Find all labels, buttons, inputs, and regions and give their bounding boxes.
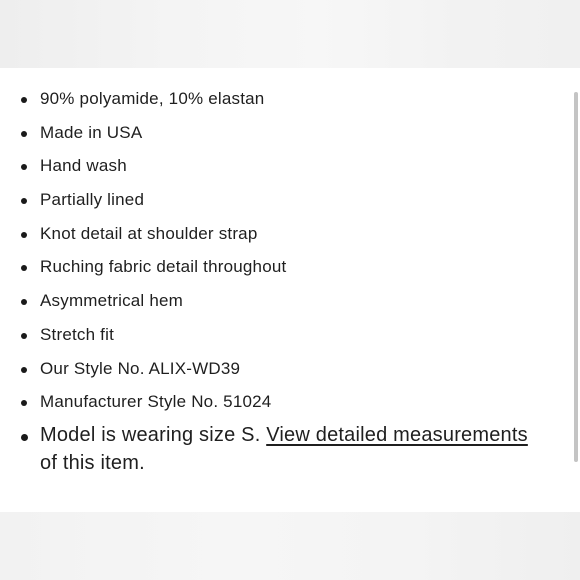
bottom-blurred-region (0, 512, 580, 580)
bullet-icon (21, 400, 27, 406)
list-item-text: Our Style No. ALIX-WD39 (40, 358, 241, 378)
bullet-icon (21, 265, 27, 271)
list-item (0, 352, 560, 386)
bullet-icon (21, 232, 27, 238)
list-item (0, 385, 560, 419)
list-item (0, 250, 560, 284)
bullet-icon (21, 164, 27, 170)
bullet-icon (21, 97, 27, 103)
list-item (0, 116, 560, 150)
bullet-icon (21, 367, 27, 373)
model-note-suffix: of this item. (40, 451, 145, 474)
list-item-text: Asymmetrical hem (40, 291, 184, 311)
list-item-text: Knot detail at shoulder strap (40, 223, 258, 243)
list-item (0, 217, 560, 251)
list-item (0, 149, 560, 183)
list-item-text: Manufacturer Style No. 51024 (40, 392, 272, 412)
model-size-note (0, 419, 560, 477)
bullet-icon (21, 333, 27, 339)
list-item-text: Partially lined (40, 190, 145, 210)
view-measurements-link[interactable]: View detailed measurements (266, 423, 528, 446)
bullet-icon (21, 198, 27, 204)
list-item-text: Hand wash (40, 156, 127, 176)
bullet-icon (21, 299, 27, 305)
product-details-list (0, 82, 560, 477)
list-item (0, 318, 560, 352)
list-item (0, 82, 560, 116)
list-item-text: Stretch fit (40, 324, 115, 344)
list-item-text: Made in USA (40, 122, 143, 142)
scrollbar-thumb[interactable] (574, 92, 578, 462)
model-note-prefix: Model is wearing size S. (40, 423, 267, 446)
list-item-text: Ruching fabric detail throughout (40, 257, 287, 277)
scrollbar[interactable] (572, 68, 580, 512)
list-item (0, 284, 560, 318)
bullet-icon (21, 434, 28, 441)
top-blurred-region (0, 0, 580, 68)
bullet-icon (21, 131, 27, 137)
list-item (0, 183, 560, 217)
list-item-text: 90% polyamide, 10% elastan (40, 89, 265, 108)
